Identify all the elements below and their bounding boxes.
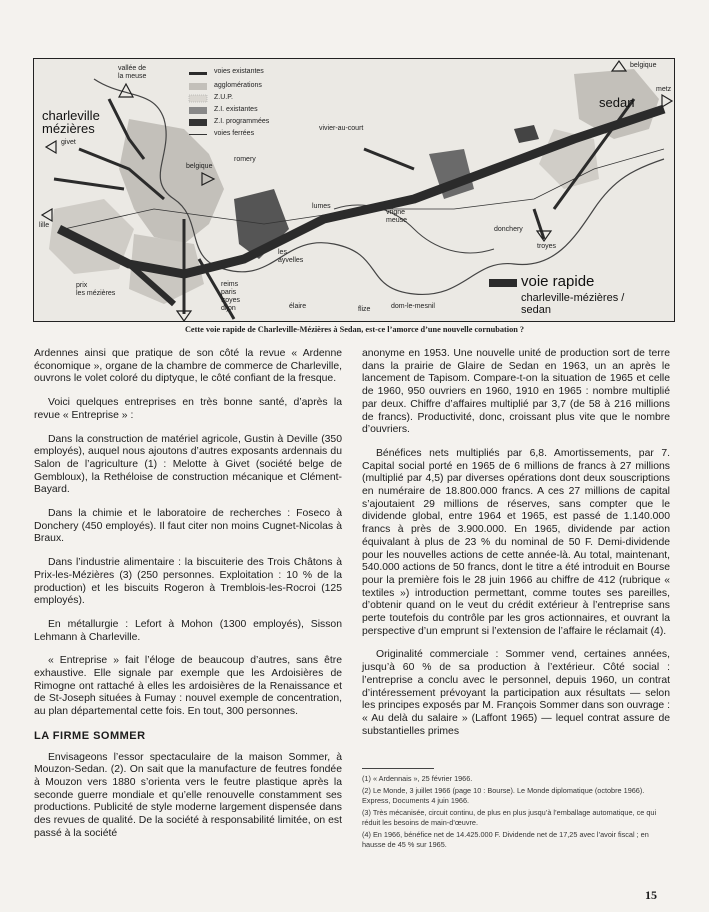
paragraph: Originalité commerciale : Sommer vend, certaines années, jusqu’à 60 % de sa production à l’extérieur. Côté social : l’entreprise a conclu avec le personnel, depuis 1960, un contrat d’intéressement prévoyant la participation aux résultats — selon les principes exposés par M. François Sommer dans son ouvrage : « Au delà du salaire » (Laffont 1965) — lequel contrat assure de substantielles primes xyxy=(362,649,670,737)
place-lumes: lumes xyxy=(312,203,331,210)
place-dom: dom-le-mesnil xyxy=(391,303,435,310)
place-givet: givet xyxy=(61,139,76,146)
paragraph: Ardennes ainsi que pratique de son côté la revue « Ardenne économique », organe de la chambre de commerce de Charleville, ouvrons le volet coloré du diptyque, le côté confiant de la fresque. xyxy=(34,348,342,385)
paragraph: « Entreprise » fait l’éloge de beaucoup d’autres, sans être exhaustive. Elle signale par exemple que les Ardoisières de Rimogne ont rattaché à elles les ardoisières de la Renaissance et de St-Joseph situées à Fumay : nouvel exemple de concentration, au plan départemental cette fois. En tout, 300 personnes. xyxy=(34,655,342,718)
voie-rapide-title: voie rapide xyxy=(521,273,595,290)
legend-swatch-zi-exist xyxy=(189,107,207,114)
place-donchery: donchery xyxy=(494,226,523,233)
map-figure xyxy=(33,58,675,322)
place-prix: prix les mézières xyxy=(76,282,116,297)
legend-swatch-rail xyxy=(189,134,207,135)
paragraph: Envisageons l’essor spectaculaire de la maison Sommer, à Mouzon-Sedan. (2). On sait que la manufacture de feutres fondée à Mouzon vers 1880 s’orienta vers le feutre plastique après la seconde guerre mondiale et qu’elle renouvelle constamment ses productions. Publicité de style moderne largement dispensée dans des revues de qualité. De la société à responsabilité limitée, on est passé à la société xyxy=(34,751,342,839)
legend-label-rail: voies ferrées xyxy=(214,130,255,137)
place-reims: reims paris troyes dijon xyxy=(221,281,241,312)
arrow-north-belgique xyxy=(612,61,626,71)
paragraph: En métallurgie : Lefort à Mohon (1300 employés), Sisson Lehmann à Charleville. xyxy=(34,618,342,643)
paragraph: Dans l’industrie alimentaire : la biscuiterie des Trois Châtons à Prix-les-Mézières (3) (250 personnes. Exploitation : 10 % de la production) et les biscuits Rogeron à Tremblois-les-Rocroi (125 employés). xyxy=(34,557,342,607)
place-vivier: vivier-au-court xyxy=(319,125,364,132)
legend-swatch-roads xyxy=(189,72,207,75)
footnote: (3) Très mécanisée, circuit continu, de plus en plus jusqu’à l’emballage automatique, ce qui réduit les besoins de main-d’œuvre. xyxy=(362,807,657,827)
place-belgique-right: belgique xyxy=(630,62,657,69)
place-vrigne: vrigne meuse xyxy=(386,209,408,224)
legend-label-zi-prog: Z.I. programmées xyxy=(214,118,270,125)
footnotes xyxy=(362,774,668,852)
zi-existante-1 xyxy=(514,125,539,143)
paragraph: Dans la construction de matériel agricole, Gustin à Deville (350 employés), auquel nous ajoutons d’autres exposants ardennais du Salon de l’agriculture (1) : Melotte à Givet (société belge de Gembloux), la Rethéloise de construction mécanique et Clément-Bayard. xyxy=(34,433,342,496)
map-caption: Cette voie rapide de Charleville-Mézières à Sedan, est-ce l’amorce d’une nouvelle cornubation ? xyxy=(184,325,525,334)
place-eclaire: élaire xyxy=(289,303,307,310)
paragraph: anonyme en 1953. Une nouvelle unité de production sort de terre dans la prairie de Glaire de Sedan en 1963, un an après le lancement de Tapisom. Compare-t-on la situation de 1965 et celle de 1960, 950 ouvriers en 1960, 1910 en 1965 : nombre multiplié par deux. Chiffre d’affaires multiplié par 3,7 (de 58 à 216 millions de francs). Productivité, donc, croissant plus vite que le nombre d’ouvriers. xyxy=(362,348,670,436)
legend-label-zup: Z.U.P. xyxy=(214,94,233,101)
arrow-west-givet xyxy=(46,141,56,153)
page-number: 15 xyxy=(645,888,657,902)
footnote: (1) « Ardennais », 25 février 1966. xyxy=(362,774,473,783)
place-flize: flize xyxy=(358,306,371,313)
legend-swatch-zi-prog xyxy=(189,119,207,126)
legend-label-roads: voies existantes xyxy=(214,68,264,75)
footnote: (2) Le Monde, 3 juillet 1966 (page 10 : Bourse). Le Monde diplomatique (octobre 1966). Express, Documents 4 juin 1966. xyxy=(362,785,645,805)
place-romery: romery xyxy=(234,156,256,163)
paragraph: Voici quelques entreprises en très bonne santé, d’après la revue « Entreprise » : xyxy=(34,397,342,421)
place-metz: metz xyxy=(656,86,672,93)
place-troyes: troyes xyxy=(537,243,557,250)
place-charleville: charleville mézières xyxy=(42,108,100,136)
right-column xyxy=(362,348,670,749)
paragraph: Dans la chimie et le laboratoire de recherches : Foseco à Donchery (450 employés). Il faut citer non moins Cugnet-Nicolas à Braux. xyxy=(34,508,342,545)
arrow-east-metz xyxy=(662,95,672,107)
footnote: (4) En 1966, bénéfice net de 14.425.000 F. Dividende net de 17,25 avec l’avoir fiscal ; en hausse de 45 % sur 1965. xyxy=(362,829,649,849)
place-vallee: vallée de la meuse xyxy=(118,65,147,80)
legend-swatch-zup xyxy=(189,95,207,102)
footnote-divider xyxy=(362,768,434,769)
place-sedan: sedan xyxy=(599,95,635,110)
voie-rapide-subtitle: charleville-mézières / sedan xyxy=(521,292,625,316)
section-heading: LA FIRME SOMMER xyxy=(34,729,146,742)
legend-swatch-agglo xyxy=(189,83,207,90)
voie-rapide-swatch xyxy=(489,279,517,287)
arrow-west-lille xyxy=(42,209,52,221)
left-column xyxy=(34,348,342,852)
legend-label-agglo: agglomérations xyxy=(214,82,262,89)
place-lille: lille xyxy=(39,222,50,229)
place-belgique-left: belgique xyxy=(186,163,213,170)
legend-label-zi-exist: Z.I. existantes xyxy=(214,106,258,113)
paragraph: Bénéfices nets multipliés par 6,8. Amortissements, par 7. Capital social porté en 1965 de 6 millions de francs à 27 millions (multiplié par 4,5) par diverses opérations dont deux souscriptions en numéraire de 18.800.000 francs. A ces 27 millions de capital s’ajoutaient 29 millions de réserves, sans compter que le dividende global, entre 1964 et 1965, est passé de 1.140.000 francs à près de 3.900.000. En 1965, dividende par action équivalant à plus de 23 % du nominal de 50 F. Demi-dividende pour les nouvelles actions de cette année-là. Au total, maintenant, 540.000 actions de 50 francs, dont le titre a été introduit en Bourse pour la première fois le 28 juin 1966 au chiffre de 412 (rubrique « textiles ») introduction permettant, comme toutes ses pareilles, d’obtenir quand on le veut du crédit extérieur à l’entreprise sans perte toutefois du contrôle par les gros actionnaires, et ouvrant la perspective d’un emprunt si l’extension de l’affaire le réclamait (4). xyxy=(362,447,670,637)
place-ayvelles: les ayvelles xyxy=(278,249,304,264)
